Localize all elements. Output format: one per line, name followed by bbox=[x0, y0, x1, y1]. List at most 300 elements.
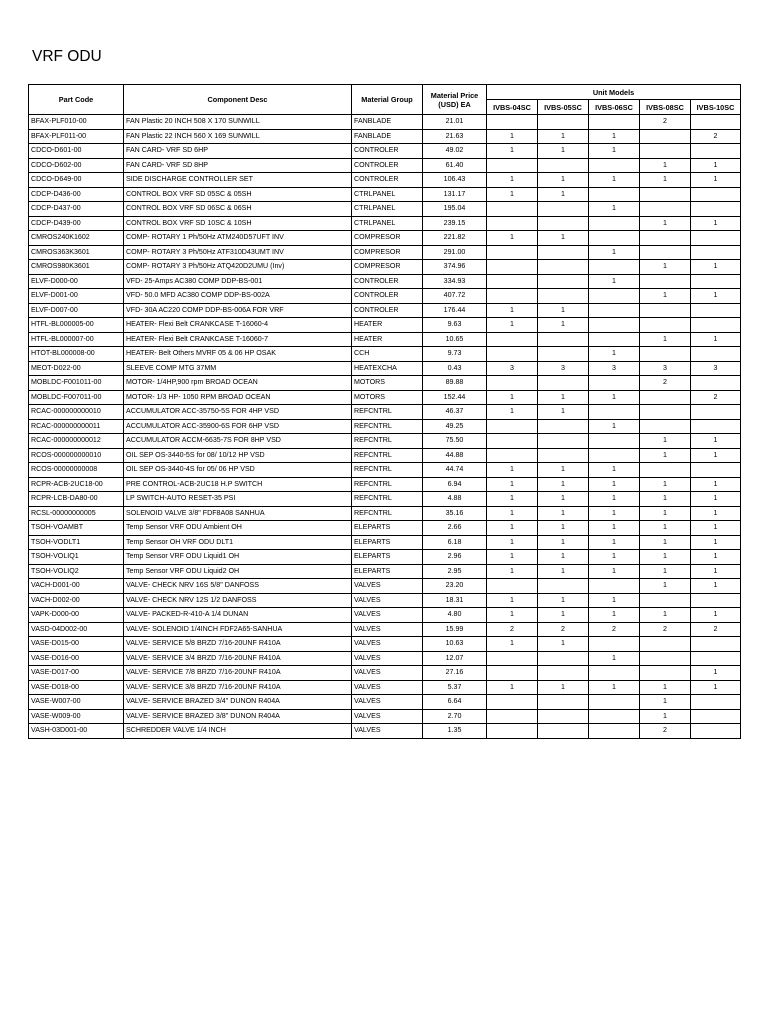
cell-model-qty: 1 bbox=[538, 680, 589, 695]
table-row bbox=[29, 695, 741, 710]
cell-model-qty: 2 bbox=[691, 129, 741, 144]
cell-model-qty: 1 bbox=[691, 521, 741, 536]
cell-part-code: VASH-03D001-00 bbox=[29, 724, 124, 739]
cell-model-qty bbox=[691, 347, 741, 362]
cell-part-code: CDCP-D437-00 bbox=[29, 202, 124, 217]
header-material-price bbox=[423, 85, 487, 115]
cell-model-qty bbox=[691, 695, 741, 710]
cell-model-qty: 1 bbox=[487, 535, 538, 550]
cell-model-qty: 1 bbox=[640, 579, 691, 594]
cell-model-qty: 1 bbox=[589, 274, 640, 289]
cell-model-qty: 1 bbox=[538, 492, 589, 507]
cell-model-qty: 1 bbox=[640, 492, 691, 507]
cell-part-code: VACH-D002-00 bbox=[29, 593, 124, 608]
table-row bbox=[29, 593, 741, 608]
cell-part-code: TSOH-VODLT1 bbox=[29, 535, 124, 550]
cell-model-qty: 1 bbox=[538, 550, 589, 565]
cell-material-group: VALVES bbox=[352, 579, 423, 594]
cell-material-group: HEATEXCHA bbox=[352, 361, 423, 376]
cell-model-qty bbox=[691, 274, 741, 289]
cell-model-qty: 1 bbox=[538, 405, 589, 420]
cell-material-price: 89.88 bbox=[423, 376, 487, 391]
cell-model-qty: 1 bbox=[640, 260, 691, 275]
cell-model-qty bbox=[538, 332, 589, 347]
cell-component-desc: HEATER- Flexi Belt CRANKCASE T-16060-7 bbox=[124, 332, 352, 347]
table-row bbox=[29, 245, 741, 260]
cell-model-qty: 1 bbox=[589, 564, 640, 579]
table-row bbox=[29, 303, 741, 318]
cell-model-qty: 1 bbox=[589, 535, 640, 550]
cell-model-qty bbox=[691, 303, 741, 318]
cell-model-qty: 1 bbox=[589, 477, 640, 492]
cell-material-group: CCH bbox=[352, 347, 423, 362]
table-row bbox=[29, 579, 741, 594]
cell-part-code: ELVF-D001-00 bbox=[29, 289, 124, 304]
cell-material-price: 239.15 bbox=[423, 216, 487, 231]
cell-material-price: 2.66 bbox=[423, 521, 487, 536]
cell-component-desc: VALVE- CHECK NRV 16S 5/8" DANFOSS bbox=[124, 579, 352, 594]
cell-model-qty: 1 bbox=[589, 550, 640, 565]
cell-model-qty bbox=[691, 245, 741, 260]
cell-part-code: MOBLDC-F001011-00 bbox=[29, 376, 124, 391]
table-row bbox=[29, 129, 741, 144]
cell-part-code: CMROS363K3601 bbox=[29, 245, 124, 260]
page-title: VRF ODU bbox=[32, 48, 102, 65]
cell-part-code: TSOH-VOLIQ1 bbox=[29, 550, 124, 565]
cell-model-qty: 1 bbox=[487, 144, 538, 159]
cell-material-group: HEATER bbox=[352, 332, 423, 347]
cell-part-code: MEOT-D022-00 bbox=[29, 361, 124, 376]
cell-part-code: BFAX-PLF010-00 bbox=[29, 115, 124, 130]
cell-part-code: CDCO-D649-00 bbox=[29, 173, 124, 188]
cell-model-qty: 1 bbox=[640, 173, 691, 188]
cell-model-qty bbox=[691, 637, 741, 652]
cell-part-code: RCSL-00000000005 bbox=[29, 506, 124, 521]
cell-part-code: CMROS240K1602 bbox=[29, 231, 124, 246]
cell-model-qty bbox=[538, 202, 589, 217]
cell-model-qty: 1 bbox=[487, 187, 538, 202]
cell-part-code: MOBLDC-F007011-00 bbox=[29, 390, 124, 405]
cell-component-desc: COMP- ROTARY 3 Ph/50Hz ATF310D43UMT INV bbox=[124, 245, 352, 260]
table-row bbox=[29, 347, 741, 362]
cell-model-qty: 1 bbox=[538, 608, 589, 623]
cell-component-desc: VALVE- SERVICE 5/8 BRZD 7/16-20UNF R410A bbox=[124, 637, 352, 652]
cell-component-desc: VALVE- SERVICE 3/4 BRZD 7/16-20UNF R410A bbox=[124, 651, 352, 666]
cell-model-qty: 1 bbox=[589, 593, 640, 608]
cell-model-qty: 1 bbox=[589, 173, 640, 188]
cell-material-price: 221.82 bbox=[423, 231, 487, 246]
table-row bbox=[29, 187, 741, 202]
cell-model-qty bbox=[691, 376, 741, 391]
cell-model-qty: 1 bbox=[487, 521, 538, 536]
cell-model-qty bbox=[487, 579, 538, 594]
cell-material-price: 152.44 bbox=[423, 390, 487, 405]
table-row bbox=[29, 144, 741, 159]
cell-model-qty bbox=[487, 695, 538, 710]
cell-model-qty bbox=[640, 405, 691, 420]
header-model: IVBS-04SC bbox=[487, 100, 538, 115]
cell-model-qty: 1 bbox=[691, 579, 741, 594]
cell-material-price: 334.93 bbox=[423, 274, 487, 289]
cell-model-qty bbox=[691, 651, 741, 666]
cell-model-qty bbox=[538, 245, 589, 260]
cell-part-code: VASE-W009-00 bbox=[29, 709, 124, 724]
cell-model-qty: 1 bbox=[589, 419, 640, 434]
cell-part-code: ELVF-D007-00 bbox=[29, 303, 124, 318]
cell-model-qty bbox=[640, 202, 691, 217]
cell-model-qty: 1 bbox=[487, 405, 538, 420]
table-row bbox=[29, 477, 741, 492]
cell-material-price: 23.20 bbox=[423, 579, 487, 594]
cell-component-desc: COMP- ROTARY 3 Ph/50Hz ATQ420D2UMU (Inv) bbox=[124, 260, 352, 275]
cell-model-qty: 1 bbox=[640, 564, 691, 579]
table-row bbox=[29, 535, 741, 550]
cell-model-qty: 1 bbox=[538, 187, 589, 202]
cell-model-qty bbox=[538, 274, 589, 289]
cell-material-group: ELEPARTS bbox=[352, 535, 423, 550]
cell-material-price: 4.88 bbox=[423, 492, 487, 507]
cell-model-qty bbox=[589, 187, 640, 202]
cell-model-qty: 3 bbox=[640, 361, 691, 376]
cell-model-qty bbox=[487, 332, 538, 347]
cell-model-qty: 1 bbox=[640, 506, 691, 521]
cell-material-price: 9.73 bbox=[423, 347, 487, 362]
cell-component-desc: Temp Sensor VRF ODU Liquid1 OH bbox=[124, 550, 352, 565]
cell-model-qty: 1 bbox=[487, 318, 538, 333]
cell-model-qty bbox=[538, 158, 589, 173]
cell-model-qty: 1 bbox=[538, 637, 589, 652]
cell-model-qty bbox=[487, 376, 538, 391]
cell-material-price: 1.35 bbox=[423, 724, 487, 739]
cell-material-price: 15.99 bbox=[423, 622, 487, 637]
cell-material-group: VALVES bbox=[352, 651, 423, 666]
cell-model-qty: 1 bbox=[640, 158, 691, 173]
cell-model-qty: 1 bbox=[538, 593, 589, 608]
cell-material-group: VALVES bbox=[352, 724, 423, 739]
table-row bbox=[29, 622, 741, 637]
cell-model-qty: 1 bbox=[589, 144, 640, 159]
cell-model-qty: 1 bbox=[640, 709, 691, 724]
cell-model-qty bbox=[589, 405, 640, 420]
cell-model-qty: 1 bbox=[640, 448, 691, 463]
cell-model-qty bbox=[487, 651, 538, 666]
cell-model-qty: 1 bbox=[538, 521, 589, 536]
cell-component-desc: OIL SEP OS-3440-5S for 08/ 10/12 HP VSD bbox=[124, 448, 352, 463]
cell-part-code: HTOT-BL000008-00 bbox=[29, 347, 124, 362]
cell-model-qty: 1 bbox=[640, 434, 691, 449]
cell-model-qty: 2 bbox=[640, 622, 691, 637]
table-row bbox=[29, 231, 741, 246]
cell-component-desc: VFD- 30A AC220 COMP DDP-BS-006A FOR VRF bbox=[124, 303, 352, 318]
cell-component-desc: VALVE- SERVICE BRAZED 3/4" DUNON R404A bbox=[124, 695, 352, 710]
cell-model-qty: 1 bbox=[487, 129, 538, 144]
cell-model-qty bbox=[487, 260, 538, 275]
cell-model-qty bbox=[487, 202, 538, 217]
cell-model-qty bbox=[589, 637, 640, 652]
cell-part-code: RCAC-000000000012 bbox=[29, 434, 124, 449]
cell-material-group: REFCNTRL bbox=[352, 434, 423, 449]
cell-material-group: CTRLPANEL bbox=[352, 216, 423, 231]
table-row bbox=[29, 521, 741, 536]
cell-model-qty bbox=[640, 303, 691, 318]
header-component-desc: Component Desc bbox=[124, 85, 352, 115]
cell-model-qty bbox=[589, 724, 640, 739]
cell-model-qty bbox=[640, 231, 691, 246]
cell-part-code: RCAC-000000000011 bbox=[29, 419, 124, 434]
cell-model-qty bbox=[487, 419, 538, 434]
cell-material-price: 46.37 bbox=[423, 405, 487, 420]
cell-material-price: 5.37 bbox=[423, 680, 487, 695]
cell-model-qty bbox=[589, 434, 640, 449]
header-part-code: Part Code bbox=[29, 85, 124, 115]
cell-model-qty bbox=[640, 593, 691, 608]
cell-model-qty: 1 bbox=[691, 535, 741, 550]
cell-material-price: 374.96 bbox=[423, 260, 487, 275]
cell-material-price: 6.94 bbox=[423, 477, 487, 492]
cell-model-qty bbox=[589, 695, 640, 710]
cell-material-group: VALVES bbox=[352, 622, 423, 637]
cell-part-code: CDCO-D602-00 bbox=[29, 158, 124, 173]
cell-model-qty bbox=[640, 129, 691, 144]
cell-component-desc: COMP- ROTARY 1 Ph/50Hz ATM240D57UFT INV bbox=[124, 231, 352, 246]
cell-model-qty bbox=[640, 637, 691, 652]
cell-model-qty bbox=[691, 187, 741, 202]
cell-model-qty bbox=[691, 724, 741, 739]
cell-material-price: 131.17 bbox=[423, 187, 487, 202]
table-row bbox=[29, 492, 741, 507]
cell-model-qty bbox=[538, 666, 589, 681]
parts-table-body bbox=[29, 115, 741, 739]
table-row bbox=[29, 173, 741, 188]
table-row bbox=[29, 709, 741, 724]
cell-model-qty: 1 bbox=[487, 390, 538, 405]
parts-table bbox=[28, 84, 741, 739]
header-model: IVBS-06SC bbox=[589, 100, 640, 115]
cell-model-qty: 1 bbox=[640, 550, 691, 565]
cell-model-qty: 1 bbox=[691, 666, 741, 681]
cell-model-qty: 1 bbox=[691, 506, 741, 521]
cell-model-qty: 1 bbox=[589, 492, 640, 507]
cell-material-price: 49.02 bbox=[423, 144, 487, 159]
cell-model-qty: 1 bbox=[487, 477, 538, 492]
cell-part-code: RCAC-000000000010 bbox=[29, 405, 124, 420]
cell-model-qty bbox=[487, 274, 538, 289]
cell-component-desc: ACCUMULATOR ACC-35900-6S FOR 6HP VSD bbox=[124, 419, 352, 434]
cell-material-group: HEATER bbox=[352, 318, 423, 333]
cell-model-qty: 1 bbox=[589, 390, 640, 405]
cell-component-desc: Temp Sensor VRF ODU Liquid2 OH bbox=[124, 564, 352, 579]
cell-material-group: REFCNTRL bbox=[352, 506, 423, 521]
cell-model-qty: 1 bbox=[691, 158, 741, 173]
cell-model-qty: 1 bbox=[487, 173, 538, 188]
cell-model-qty bbox=[487, 666, 538, 681]
cell-material-price: 61.40 bbox=[423, 158, 487, 173]
cell-model-qty: 1 bbox=[487, 231, 538, 246]
table-row bbox=[29, 332, 741, 347]
cell-component-desc: CONTROL BOX VRF SD 05SC & 05SH bbox=[124, 187, 352, 202]
cell-material-price: 195.04 bbox=[423, 202, 487, 217]
cell-model-qty: 1 bbox=[538, 463, 589, 478]
table-row bbox=[29, 666, 741, 681]
cell-model-qty bbox=[691, 405, 741, 420]
cell-model-qty bbox=[487, 289, 538, 304]
cell-material-price: 35.16 bbox=[423, 506, 487, 521]
cell-model-qty: 1 bbox=[640, 477, 691, 492]
cell-component-desc: ACCUMULATOR ACC-35750-5S FOR 4HP VSD bbox=[124, 405, 352, 420]
header-model: IVBS-08SC bbox=[640, 100, 691, 115]
cell-model-qty bbox=[487, 347, 538, 362]
cell-material-price: 2.95 bbox=[423, 564, 487, 579]
cell-material-price: 10.65 bbox=[423, 332, 487, 347]
cell-part-code: TSOH-VOAMBT bbox=[29, 521, 124, 536]
cell-component-desc: VALVE- SERVICE BRAZED 3/8" DUNON R404A bbox=[124, 709, 352, 724]
table-row bbox=[29, 216, 741, 231]
cell-material-group: ELEPARTS bbox=[352, 521, 423, 536]
cell-part-code: RCPR-LCB-DA80-00 bbox=[29, 492, 124, 507]
cell-model-qty bbox=[589, 158, 640, 173]
table-row bbox=[29, 608, 741, 623]
cell-model-qty: 2 bbox=[640, 724, 691, 739]
cell-model-qty: 1 bbox=[538, 129, 589, 144]
table-row bbox=[29, 361, 741, 376]
cell-model-qty: 2 bbox=[640, 115, 691, 130]
cell-part-code: CDCP-D436-00 bbox=[29, 187, 124, 202]
cell-part-code: HTFL-BL000005-00 bbox=[29, 318, 124, 333]
cell-model-qty: 2 bbox=[640, 376, 691, 391]
cell-model-qty bbox=[538, 695, 589, 710]
cell-model-qty bbox=[538, 419, 589, 434]
table-row bbox=[29, 158, 741, 173]
cell-material-price: 6.18 bbox=[423, 535, 487, 550]
cell-model-qty: 1 bbox=[691, 680, 741, 695]
cell-model-qty: 1 bbox=[640, 535, 691, 550]
cell-model-qty: 1 bbox=[640, 695, 691, 710]
cell-component-desc: FAN CARD- VRF SD 8HP bbox=[124, 158, 352, 173]
cell-model-qty: 1 bbox=[640, 680, 691, 695]
cell-material-group: REFCNTRL bbox=[352, 463, 423, 478]
table-row bbox=[29, 434, 741, 449]
cell-material-price: 291.00 bbox=[423, 245, 487, 260]
cell-model-qty bbox=[640, 463, 691, 478]
cell-model-qty bbox=[691, 231, 741, 246]
cell-model-qty bbox=[538, 579, 589, 594]
cell-model-qty: 1 bbox=[691, 608, 741, 623]
cell-material-group: VALVES bbox=[352, 608, 423, 623]
cell-material-group: CONTROLER bbox=[352, 173, 423, 188]
cell-material-price: 0.43 bbox=[423, 361, 487, 376]
cell-material-price: 9.63 bbox=[423, 318, 487, 333]
cell-material-price: 106.43 bbox=[423, 173, 487, 188]
cell-material-price: 12.07 bbox=[423, 651, 487, 666]
cell-part-code: TSOH-VOLIQ2 bbox=[29, 564, 124, 579]
cell-component-desc: FAN Plastic 20 INCH 508 X 170 SUNWILL bbox=[124, 115, 352, 130]
cell-material-price: 6.64 bbox=[423, 695, 487, 710]
cell-model-qty: 1 bbox=[538, 477, 589, 492]
cell-model-qty: 1 bbox=[538, 173, 589, 188]
cell-material-group: CONTROLER bbox=[352, 158, 423, 173]
cell-model-qty: 1 bbox=[691, 492, 741, 507]
cell-part-code: VASE-D016-00 bbox=[29, 651, 124, 666]
cell-model-qty: 1 bbox=[487, 637, 538, 652]
cell-model-qty: 1 bbox=[691, 448, 741, 463]
cell-component-desc: CONTROL BOX VRF SD 10SC & 10SH bbox=[124, 216, 352, 231]
cell-material-group: VALVES bbox=[352, 593, 423, 608]
cell-model-qty: 1 bbox=[487, 492, 538, 507]
cell-model-qty: 1 bbox=[589, 506, 640, 521]
table-row bbox=[29, 390, 741, 405]
cell-material-group: ELEPARTS bbox=[352, 550, 423, 565]
table-row bbox=[29, 202, 741, 217]
cell-component-desc: VALVE- PACKED-R-410-A 1/4 DUNAN bbox=[124, 608, 352, 623]
cell-model-qty bbox=[640, 651, 691, 666]
cell-model-qty bbox=[487, 434, 538, 449]
cell-model-qty: 1 bbox=[538, 318, 589, 333]
table-row bbox=[29, 680, 741, 695]
cell-material-group: VALVES bbox=[352, 695, 423, 710]
cell-model-qty: 1 bbox=[538, 144, 589, 159]
cell-model-qty: 3 bbox=[538, 361, 589, 376]
cell-model-qty bbox=[640, 245, 691, 260]
header-row bbox=[29, 85, 741, 100]
cell-model-qty bbox=[589, 448, 640, 463]
cell-material-group: CONTROLER bbox=[352, 289, 423, 304]
cell-component-desc: HEATER- Belt Others MVRF 05 & 06 HP OSAK bbox=[124, 347, 352, 362]
cell-material-price: 75.50 bbox=[423, 434, 487, 449]
cell-part-code: VASD-04D002-00 bbox=[29, 622, 124, 637]
cell-model-qty bbox=[691, 144, 741, 159]
cell-model-qty: 1 bbox=[589, 347, 640, 362]
cell-model-qty bbox=[538, 376, 589, 391]
cell-component-desc: FAN CARD- VRF SD 6HP bbox=[124, 144, 352, 159]
cell-model-qty: 1 bbox=[691, 550, 741, 565]
cell-component-desc: LP SWITCH-AUTO RESET-35 PSI bbox=[124, 492, 352, 507]
cell-model-qty bbox=[538, 347, 589, 362]
cell-model-qty: 1 bbox=[691, 564, 741, 579]
cell-model-qty bbox=[589, 231, 640, 246]
cell-model-qty: 1 bbox=[538, 535, 589, 550]
cell-model-qty bbox=[640, 390, 691, 405]
cell-model-qty bbox=[589, 376, 640, 391]
cell-material-price: 407.72 bbox=[423, 289, 487, 304]
cell-model-qty bbox=[691, 419, 741, 434]
table-row bbox=[29, 651, 741, 666]
header-model: IVBS-05SC bbox=[538, 100, 589, 115]
cell-model-qty: 1 bbox=[538, 390, 589, 405]
cell-model-qty bbox=[538, 260, 589, 275]
cell-part-code: VASE-W007-00 bbox=[29, 695, 124, 710]
table-row bbox=[29, 260, 741, 275]
cell-material-price: 18.31 bbox=[423, 593, 487, 608]
cell-material-group: FANBLADE bbox=[352, 129, 423, 144]
cell-material-group: CONTROLER bbox=[352, 144, 423, 159]
cell-material-group: FANBLADE bbox=[352, 115, 423, 130]
cell-model-qty: 1 bbox=[487, 680, 538, 695]
cell-model-qty: 1 bbox=[538, 303, 589, 318]
cell-model-qty: 1 bbox=[538, 506, 589, 521]
cell-material-price: 49.25 bbox=[423, 419, 487, 434]
cell-component-desc: MOTOR- 1/3 HP- 1050 RPM BROAD OCEAN bbox=[124, 390, 352, 405]
cell-material-group: CTRLPANEL bbox=[352, 202, 423, 217]
cell-component-desc: FAN Plastic 22 INCH 560 X 169 SUNWILL bbox=[124, 129, 352, 144]
cell-material-group: VALVES bbox=[352, 680, 423, 695]
cell-model-qty bbox=[538, 289, 589, 304]
cell-model-qty bbox=[538, 216, 589, 231]
table-row bbox=[29, 637, 741, 652]
cell-model-qty bbox=[538, 434, 589, 449]
cell-material-group: REFCNTRL bbox=[352, 477, 423, 492]
cell-component-desc: SLEEVE COMP MTG 37MM bbox=[124, 361, 352, 376]
cell-part-code: CDCP-D439-00 bbox=[29, 216, 124, 231]
